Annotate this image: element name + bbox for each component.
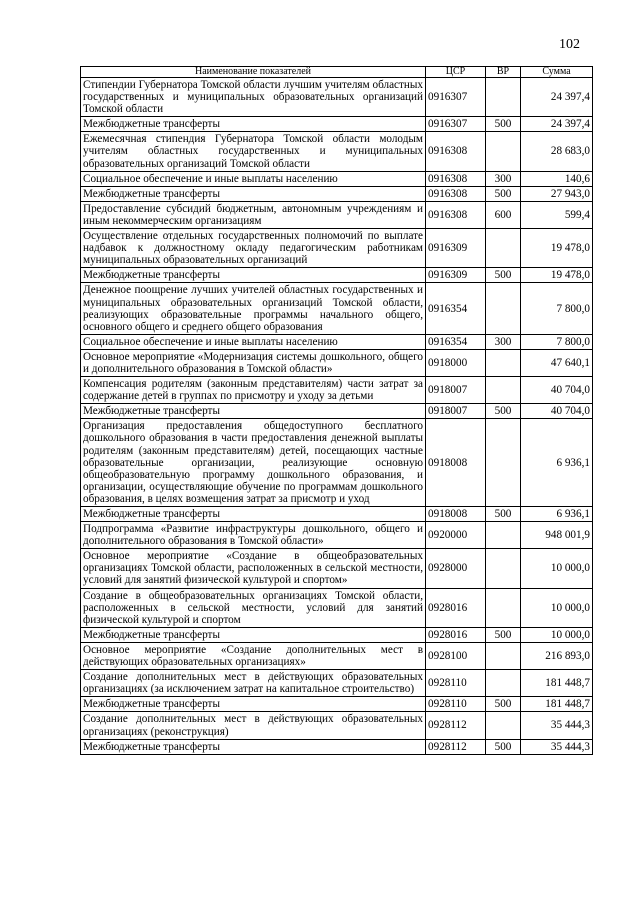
table-row xyxy=(81,171,593,186)
table-row xyxy=(81,549,593,588)
table-body xyxy=(81,78,593,755)
row-vr-cell: 500 xyxy=(486,186,521,201)
row-name-cell: Межбюджетные трансферты xyxy=(81,739,426,754)
row-csr-cell: 0928112 xyxy=(426,712,486,739)
row-sum-cell: 35 444,3 xyxy=(521,739,593,754)
row-vr-cell xyxy=(486,670,521,697)
row-vr-cell: 500 xyxy=(486,627,521,642)
row-sum-cell: 28 683,0 xyxy=(521,132,593,171)
row-sum-cell: 216 893,0 xyxy=(521,642,593,669)
row-name-cell: Создание дополнительных мест в действующих образовательных организациях (реконструкция) xyxy=(81,712,426,739)
table-row xyxy=(81,377,593,404)
table-row xyxy=(81,268,593,283)
row-name-cell: Создание в общеобразовательных организациях Томской области, расположенных в сельской местности, условий для занятий физической культурой и спортом xyxy=(81,588,426,627)
table-row xyxy=(81,283,593,334)
table-row xyxy=(81,739,593,754)
row-sum-cell: 27 943,0 xyxy=(521,186,593,201)
row-csr-cell: 0920000 xyxy=(426,522,486,549)
row-sum-cell: 24 397,4 xyxy=(521,78,593,117)
row-vr-cell: 500 xyxy=(486,507,521,522)
row-sum-cell: 181 448,7 xyxy=(521,697,593,712)
row-name-cell: Основное мероприятие «Модернизация системы дошкольного, общего и дополнительного образования в Томской области» xyxy=(81,349,426,376)
table-row xyxy=(81,229,593,268)
row-vr-cell xyxy=(486,588,521,627)
table-row xyxy=(81,697,593,712)
row-name-cell: Межбюджетные трансферты xyxy=(81,507,426,522)
row-sum-cell: 19 478,0 xyxy=(521,229,593,268)
table-row xyxy=(81,132,593,171)
row-csr-cell: 0918008 xyxy=(426,419,486,507)
row-name-cell: Организация предоставления общедоступного бесплатного дошкольного образования в части предоставления денежной выплаты родителям (законным представителям) детей, посещающих частные образовательные организации, реализующие основную общеобразовательную программу дошкольного образования, и организации, осуществляющие обучение по программам дошкольного образования, в целях возмещения затрат за присмотр и уход xyxy=(81,419,426,507)
row-vr-cell: 500 xyxy=(486,268,521,283)
table-row xyxy=(81,627,593,642)
row-vr-cell: 300 xyxy=(486,171,521,186)
row-sum-cell: 10 000,0 xyxy=(521,588,593,627)
row-sum-cell: 47 640,1 xyxy=(521,349,593,376)
row-name-cell: Межбюджетные трансферты xyxy=(81,627,426,642)
table-row xyxy=(81,404,593,419)
row-vr-cell: 300 xyxy=(486,334,521,349)
row-name-cell: Межбюджетные трансферты xyxy=(81,268,426,283)
row-sum-cell: 40 704,0 xyxy=(521,377,593,404)
header-csr: ЦСР xyxy=(426,67,486,78)
row-csr-cell: 0918007 xyxy=(426,377,486,404)
row-name-cell: Предоставление субсидий бюджетным, автономным учреждениям и иным некоммерческим организациям xyxy=(81,201,426,228)
row-vr-cell xyxy=(486,642,521,669)
row-vr-cell xyxy=(486,229,521,268)
row-vr-cell: 600 xyxy=(486,201,521,228)
row-sum-cell: 7 800,0 xyxy=(521,334,593,349)
row-sum-cell: 35 444,3 xyxy=(521,712,593,739)
row-csr-cell: 0928000 xyxy=(426,549,486,588)
table-row xyxy=(81,349,593,376)
header-sum: Сумма xyxy=(521,67,593,78)
table-header-row xyxy=(81,67,593,78)
row-sum-cell: 181 448,7 xyxy=(521,670,593,697)
row-sum-cell: 19 478,0 xyxy=(521,268,593,283)
table-row xyxy=(81,507,593,522)
row-name-cell: Социальное обеспечение и иные выплаты населению xyxy=(81,334,426,349)
row-csr-cell: 0928110 xyxy=(426,697,486,712)
row-csr-cell: 0916354 xyxy=(426,334,486,349)
budget-table xyxy=(80,66,593,755)
table-row xyxy=(81,117,593,132)
row-csr-cell: 0916308 xyxy=(426,201,486,228)
row-name-cell: Межбюджетные трансферты xyxy=(81,186,426,201)
row-name-cell: Создание дополнительных мест в действующих образовательных организациях (за исключением затрат на капитальное строительство) xyxy=(81,670,426,697)
table-row xyxy=(81,334,593,349)
row-vr-cell xyxy=(486,132,521,171)
row-csr-cell: 0928016 xyxy=(426,627,486,642)
row-name-cell: Осуществление отдельных государственных полномочий по выплате надбавок к должностному окладу педагогическим работникам муниципальных образовательных организаций xyxy=(81,229,426,268)
row-csr-cell: 0916308 xyxy=(426,132,486,171)
row-name-cell: Денежное поощрение лучших учителей областных государственных и муниципальных образовательных организаций Томской области, реализующих образовательные программы начального общего, основного общего и среднего общего образования xyxy=(81,283,426,334)
row-csr-cell: 0916354 xyxy=(426,283,486,334)
row-csr-cell: 0916308 xyxy=(426,171,486,186)
table-row xyxy=(81,588,593,627)
row-name-cell: Основное мероприятие «Создание в общеобразовательных организациях Томской области, расположенных в сельской местности, условий для занятий физической культурой и спортом» xyxy=(81,549,426,588)
row-vr-cell xyxy=(486,419,521,507)
row-sum-cell: 140,6 xyxy=(521,171,593,186)
row-name-cell: Социальное обеспечение и иные выплаты населению xyxy=(81,171,426,186)
row-vr-cell xyxy=(486,377,521,404)
row-sum-cell: 10 000,0 xyxy=(521,627,593,642)
row-vr-cell xyxy=(486,78,521,117)
row-name-cell: Межбюджетные трансферты xyxy=(81,404,426,419)
row-sum-cell: 7 800,0 xyxy=(521,283,593,334)
row-name-cell: Подпрограмма «Развитие инфраструктуры дошкольного, общего и дополнительного образования в Томской области» xyxy=(81,522,426,549)
row-name-cell: Межбюджетные трансферты xyxy=(81,697,426,712)
row-vr-cell xyxy=(486,522,521,549)
row-csr-cell: 0916308 xyxy=(426,186,486,201)
row-vr-cell: 500 xyxy=(486,117,521,132)
table-row xyxy=(81,186,593,201)
table-row xyxy=(81,78,593,117)
row-csr-cell: 0916307 xyxy=(426,117,486,132)
row-sum-cell: 599,4 xyxy=(521,201,593,228)
row-name-cell: Межбюджетные трансферты xyxy=(81,117,426,132)
row-csr-cell: 0928016 xyxy=(426,588,486,627)
header-name: Наименование показателей xyxy=(81,67,426,78)
row-vr-cell: 500 xyxy=(486,697,521,712)
table-row xyxy=(81,419,593,507)
table-row xyxy=(81,642,593,669)
row-csr-cell: 0918000 xyxy=(426,349,486,376)
row-csr-cell: 0916307 xyxy=(426,78,486,117)
row-sum-cell: 40 704,0 xyxy=(521,404,593,419)
table-row xyxy=(81,670,593,697)
table-row xyxy=(81,522,593,549)
row-csr-cell: 0928110 xyxy=(426,670,486,697)
row-sum-cell: 10 000,0 xyxy=(521,549,593,588)
table-row xyxy=(81,201,593,228)
row-sum-cell: 6 936,1 xyxy=(521,507,593,522)
row-sum-cell: 6 936,1 xyxy=(521,419,593,507)
row-csr-cell: 0928100 xyxy=(426,642,486,669)
row-csr-cell: 0928112 xyxy=(426,739,486,754)
row-sum-cell: 24 397,4 xyxy=(521,117,593,132)
row-vr-cell xyxy=(486,349,521,376)
header-vr: ВР xyxy=(486,67,521,78)
row-csr-cell: 0918007 xyxy=(426,404,486,419)
row-name-cell: Стипендии Губернатора Томской области лучшим учителям областных государственных и муниципальных образовательных организаций Томской области xyxy=(81,78,426,117)
row-vr-cell: 500 xyxy=(486,739,521,754)
page-number: 102 xyxy=(559,37,580,52)
row-vr-cell xyxy=(486,283,521,334)
row-name-cell: Компенсация родителям (законным представителям) части затрат за содержание детей в группах по присмотру и уходу за детьми xyxy=(81,377,426,404)
row-vr-cell xyxy=(486,712,521,739)
row-csr-cell: 0918008 xyxy=(426,507,486,522)
row-vr-cell: 500 xyxy=(486,404,521,419)
row-csr-cell: 0916309 xyxy=(426,229,486,268)
row-sum-cell: 948 001,9 xyxy=(521,522,593,549)
table-row xyxy=(81,712,593,739)
row-vr-cell xyxy=(486,549,521,588)
row-name-cell: Ежемесячная стипендия Губернатора Томской области молодым учителям областных государственных и муниципальных образовательных организаций Томской области xyxy=(81,132,426,171)
row-csr-cell: 0916309 xyxy=(426,268,486,283)
row-name-cell: Основное мероприятие «Создание дополнительных мест в действующих образовательных организациях» xyxy=(81,642,426,669)
